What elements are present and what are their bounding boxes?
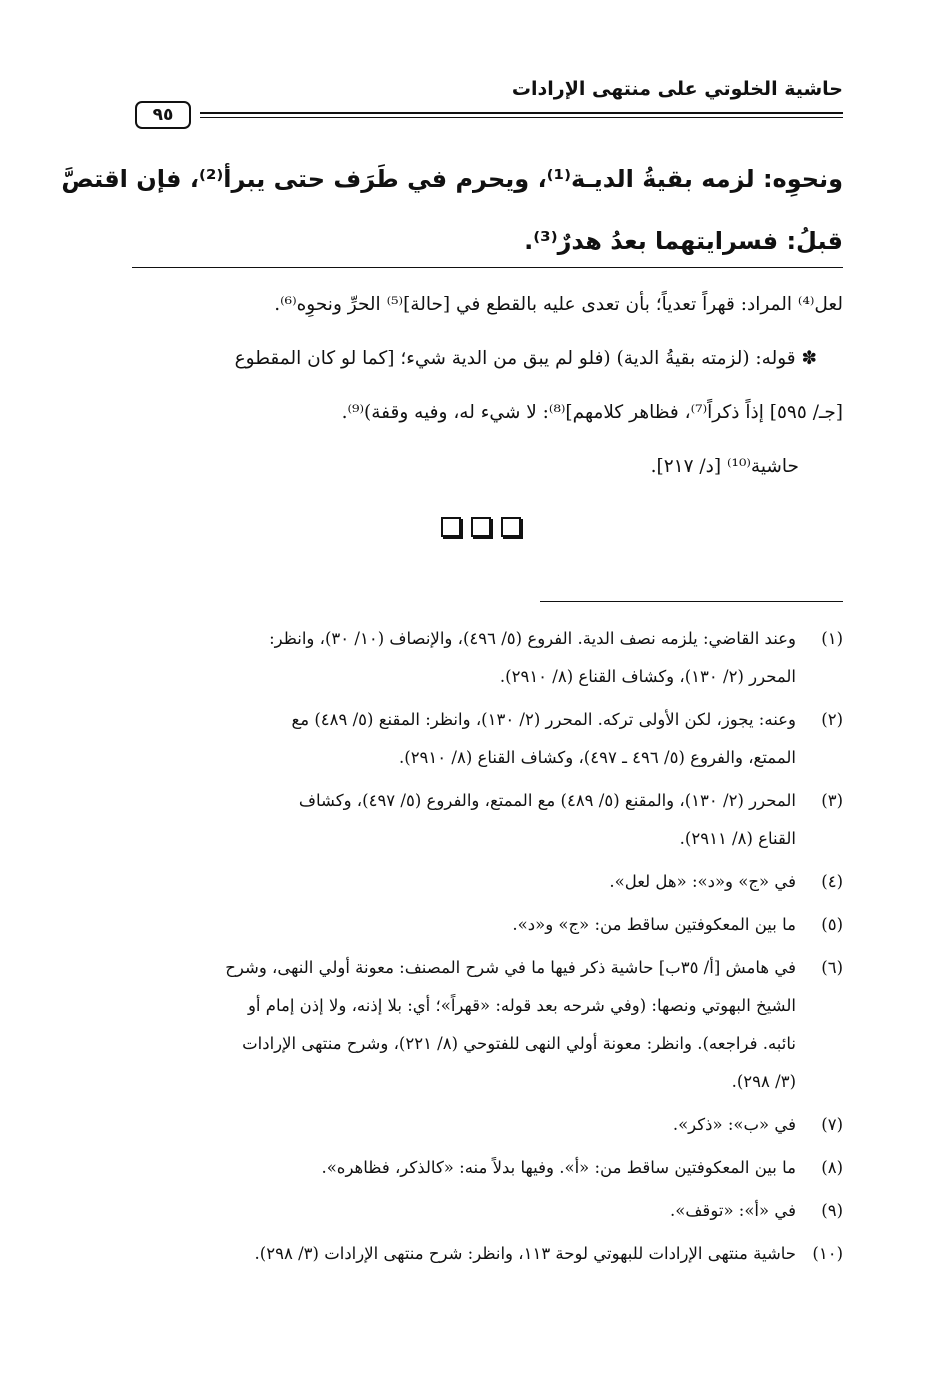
footnote-number: (٦)	[821, 958, 843, 977]
footnote	[131, 782, 843, 858]
square-icon	[501, 517, 521, 537]
footnote	[131, 1192, 843, 1230]
footnote-number: (١)	[821, 629, 843, 648]
footnote	[131, 701, 843, 777]
footnote-line: في «ب»: «ذكر».	[672, 1115, 796, 1134]
header-rule	[200, 112, 843, 114]
footnotes	[131, 620, 843, 1278]
footnote	[131, 1149, 843, 1187]
footnote-number: (١٠)	[812, 1244, 843, 1263]
footnote-line: (٣/ ٢٩٨).	[731, 1072, 796, 1091]
footnote-line: القناع (٨/ ٢٩١١).	[679, 829, 796, 848]
footnote-number: (٢)	[821, 710, 843, 729]
footnote-line: الممتع، والفروع (٥/ ٤٩٦ ـ ٤٩٧)، وكشاف القناع (٨/ ٢٩١٠).	[399, 748, 796, 767]
footnote-line: الشيخ البهوتي ونصها: (وفي شرحه بعد قوله: «قهراً»؛ أي: بلا إذنه، ولا إذن إمام أو	[247, 996, 796, 1015]
footnote-divider	[540, 601, 843, 602]
footnote-line: في هامش [أ/ ٣٥ب] حاشية ذكر فيها ما في شرح المصنف: معونة أولي النهى، وشرح	[225, 958, 796, 977]
page-number: ٩٥	[152, 105, 174, 125]
footnote	[131, 1235, 843, 1273]
matn-divider	[132, 267, 843, 268]
footnote-line: وعنه: يجوز، لكن الأولى تركه. المحرر (٢/ ١٣٠)، وانظر: المقنع (٥/ ٤٨٩) مع	[291, 710, 796, 729]
matn-line: ونحوِه: لزمه بقيةُ الديـة⁽¹⁾، ويحرم في طَرَف حتى يبرأ⁽²⁾، فإن اقتصَّ	[61, 165, 843, 193]
footnote-number: (٩)	[821, 1201, 843, 1220]
footnote-line: نائبه. فراجعه). وانظر: معونة أولي النهى للفتوحي (٨/ ٢٢١)، وشرح منتهى الإرادات	[242, 1034, 796, 1053]
footnote	[131, 863, 843, 901]
footnote	[131, 949, 843, 1101]
footnote-line: في «أ»: «توقف».	[670, 1201, 796, 1220]
matn-line: قبلُ: فسرايتهما بعدُ هدرٌ⁽³⁾.	[524, 227, 843, 255]
commentary-line: ✽ قوله: (لزمته بقيةُ الدية) (فلو لم يبق من الدية شيء؛ [كما لو كان المقطوع	[234, 348, 817, 369]
header-rule-thin	[200, 117, 843, 118]
square-icon	[471, 517, 491, 537]
three-squares-separator-icon	[441, 517, 521, 543]
commentary-text	[131, 278, 843, 494]
footnote-number: (٤)	[821, 872, 843, 891]
commentary-line: حاشية⁽¹⁰⁾ [د/ ٢١٧].	[650, 456, 799, 477]
footnote-number: (٣)	[821, 791, 843, 810]
footnote	[131, 620, 843, 696]
footnote-number: (٧)	[821, 1115, 843, 1134]
footnote-line: حاشية منتهى الإرادات للبهوتي لوحة ١١٣، وانظر: شرح منتهى الإرادات (٣/ ٢٩٨).	[254, 1244, 796, 1263]
footnote-line: في «ج» و«د»: «هل لعل».	[609, 872, 796, 891]
square-icon	[441, 517, 461, 537]
footnote-line: ما بين المعكوفتين ساقط من: «ج» و«د».	[512, 915, 796, 934]
footnote-line: ما بين المعكوفتين ساقط من: «أ». وفيها بدلاً منه: «كالذكر، فظاهره».	[321, 1158, 796, 1177]
page-number-box	[135, 101, 191, 129]
footnote-line: المحرر (٢/ ١٣٠)، وكشاف القناع (٨/ ٢٩١٠).	[499, 667, 796, 686]
commentary-line: [جـ/ ٥٩٥] إذاً ذكراً⁽⁷⁾، فظاهر كلامهم]⁽⁸⁾: لا شيء له، وفيه وقفة)⁽⁹⁾.	[341, 402, 843, 423]
footnote	[131, 1106, 843, 1144]
commentary-line: لعل⁽⁴⁾ المراد: قهراً تعدياً؛ بأن تعدى عليه بالقطع في [حالة]⁽⁵⁾ الحرِّ ونحوِه⁽⁶⁾.	[274, 294, 843, 315]
footnote-line: المحرر (٢/ ١٣٠)، والمقنع (٥/ ٤٨٩) مع الممتع، والفروع (٥/ ٤٩٧)، وكشاف	[298, 791, 796, 810]
matn-text	[61, 148, 843, 272]
footnote-number: (٥)	[821, 915, 843, 934]
running-title: حاشية الخلوتي على منتهى الإرادات	[511, 78, 843, 100]
footnote-line: وعند القاضي: يلزمه نصف الدية. الفروع (٥/ ٤٩٦)، والإنصاف (١٠/ ٣٠)، وانظر:	[269, 629, 796, 648]
footnote	[131, 906, 843, 944]
footnote-number: (٨)	[821, 1158, 843, 1177]
